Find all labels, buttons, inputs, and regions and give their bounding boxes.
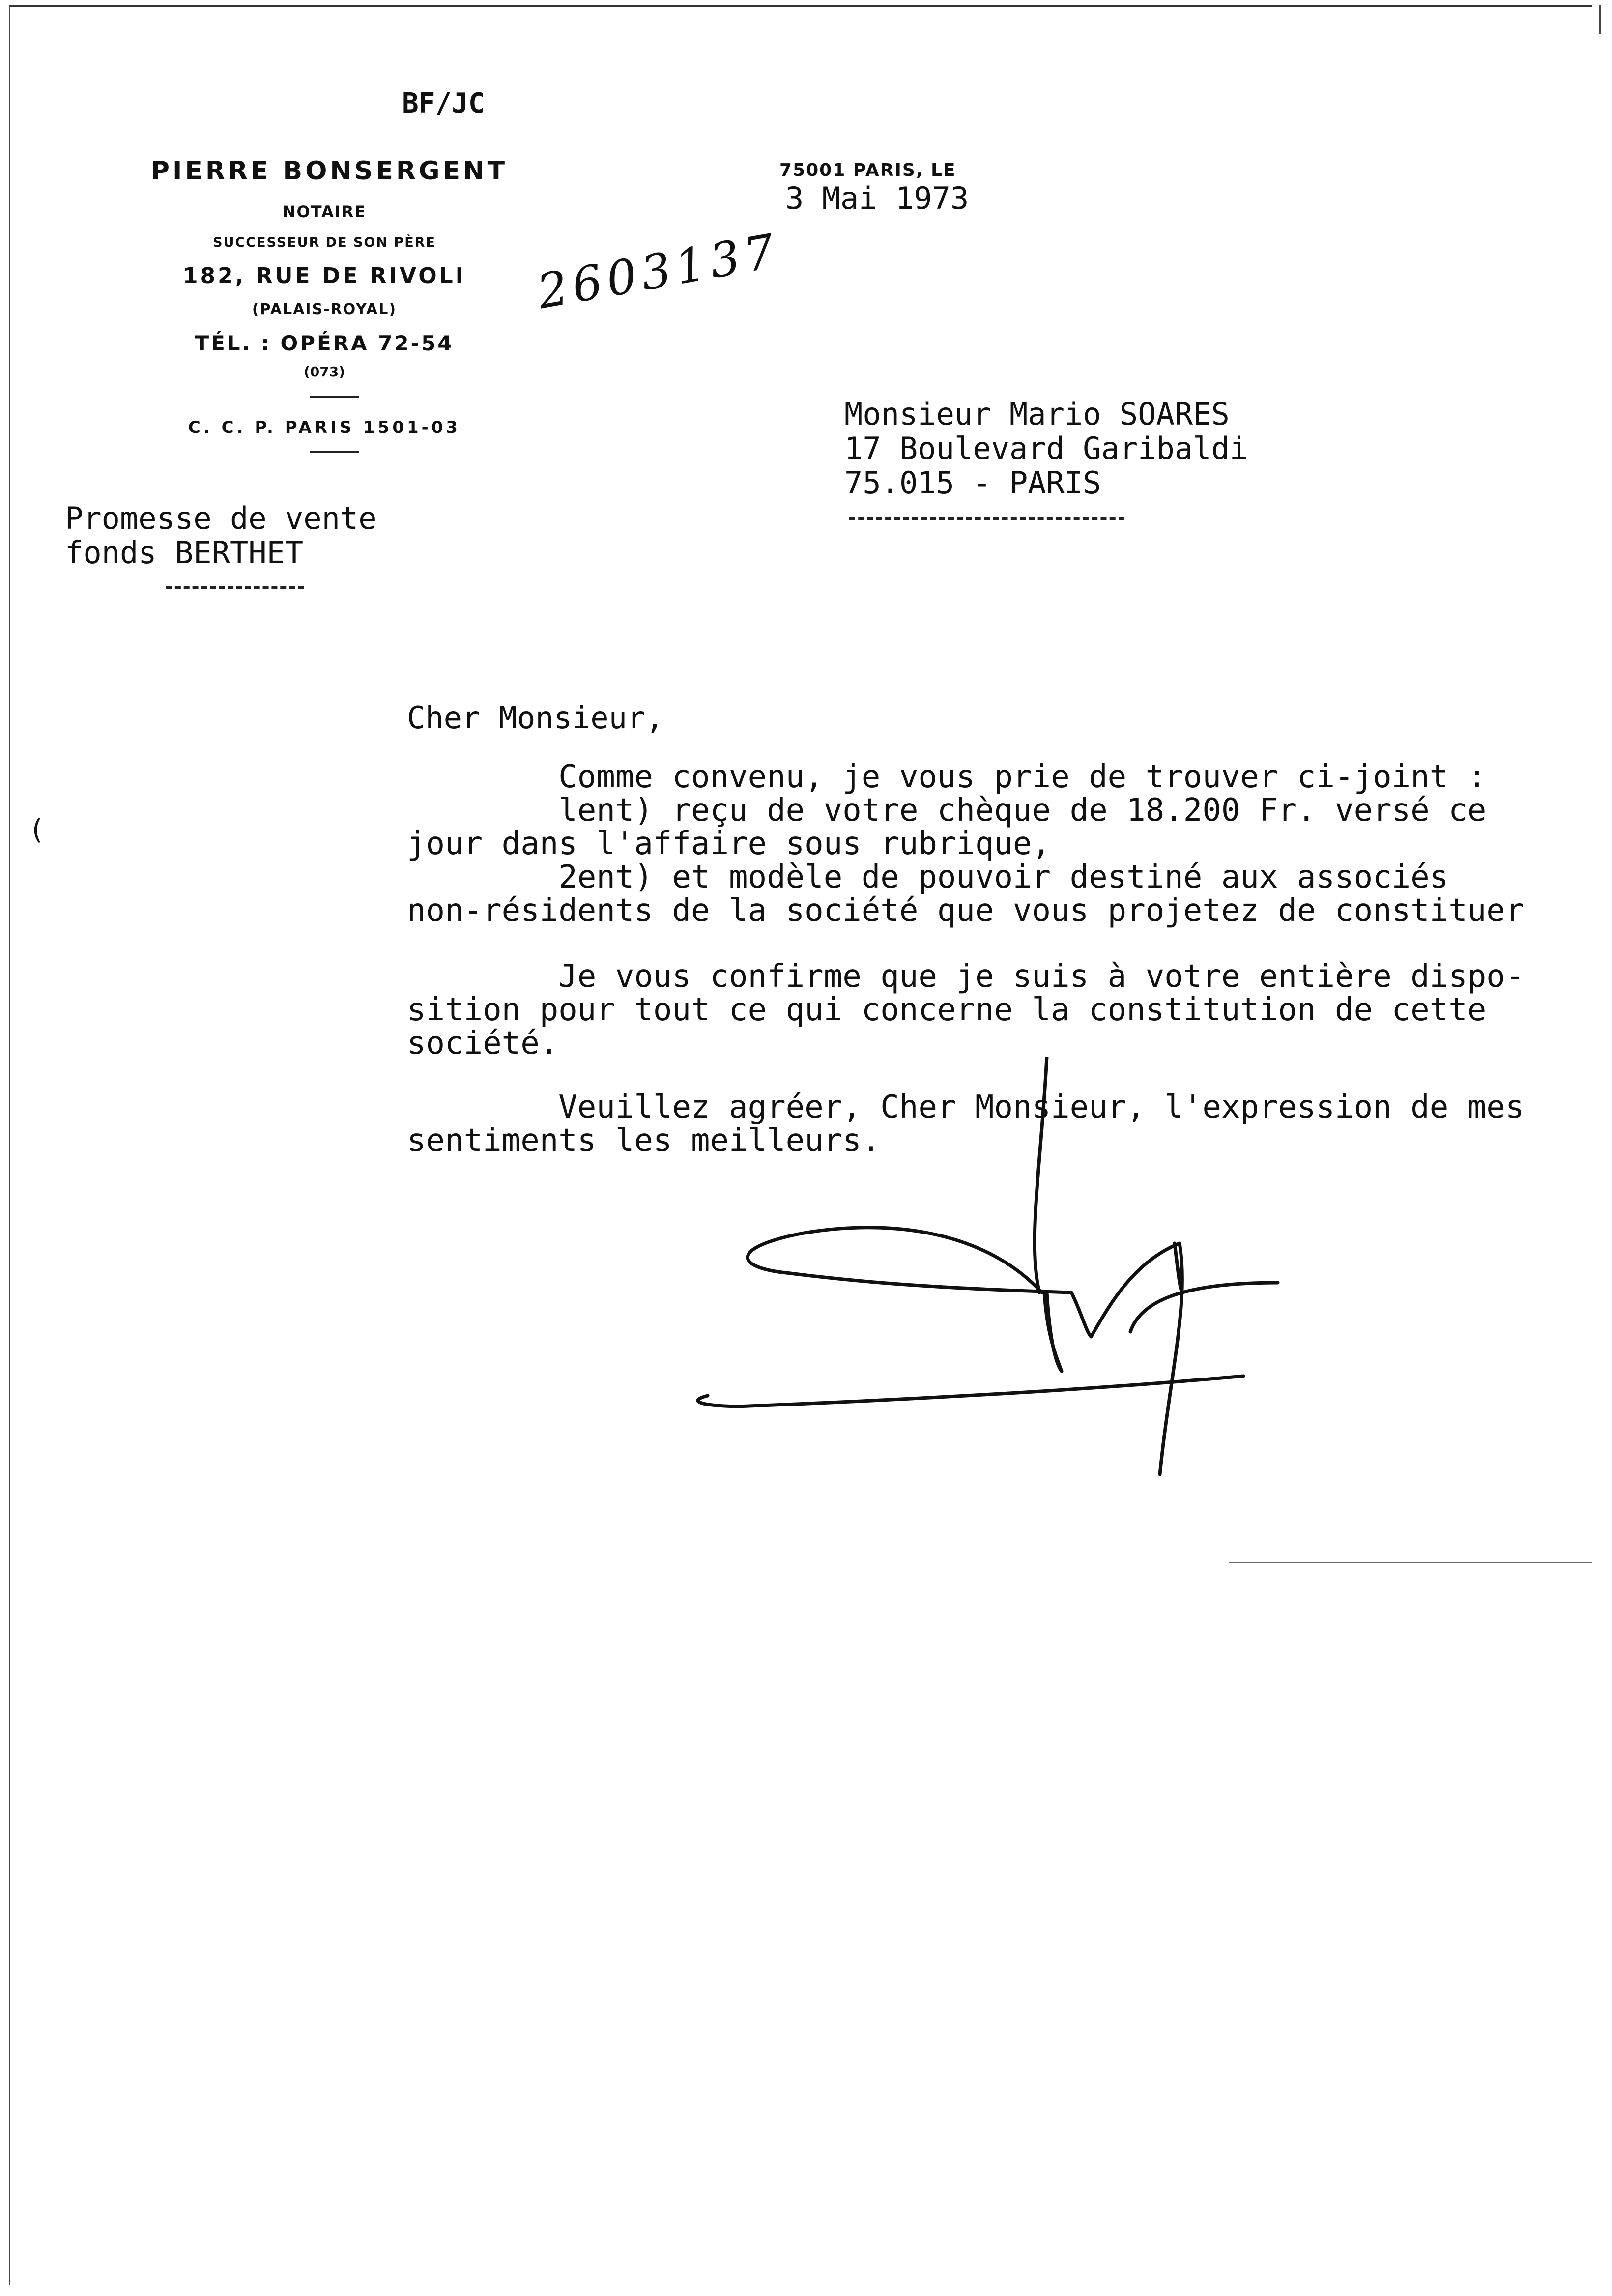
date-line [772,151,969,225]
notary-name: PIERRE BONSERGENT [150,156,508,186]
body-line: 2ent) et modèle de pouvoir destiné aux associés [407,859,1449,895]
recipient-line-2: 17 Boulevard Garibaldi [844,430,1248,466]
scan-line [1229,1562,1592,1563]
body-line: Je vous confirme que je suis à votre entière dispo- [407,958,1525,995]
letterhead-divider-2 [310,451,359,453]
notary-ccp: C. C. P. PARIS 1501-03 [188,418,461,437]
scan-right-corner [1599,5,1601,34]
notary-phone-code: (073) [303,364,345,380]
body-line: Veuillez agréer, Cher Monsieur, l'expression de mes [407,1089,1525,1125]
letterhead-divider [310,396,359,398]
reference-code: BF/JC [402,87,485,119]
handwritten-number: 2603137 [533,223,784,320]
recipient-line-3: 75.015 - PARIS [844,465,1101,501]
margin-mark: ( [29,814,45,846]
notary-title: NOTAIRE [282,202,367,221]
notary-address: 182, RUE DE RIVOLI [182,263,466,288]
notary-phone: TÉL. : OPÉRA 72-54 [195,331,454,355]
scan-left-edge [9,5,10,2285]
subject-underline [166,586,304,589]
salutation: Cher Monsieur, [407,700,664,736]
subject-line-1: Promesse de vente [65,500,377,536]
date-value: 3 Mai 1973 [785,180,969,216]
body-line: jour dans l'affaire sous rubrique, [407,826,1051,862]
notary-successor: SUCCESSEUR DE SON PÈRE [213,235,436,250]
signature-icon [639,1057,1327,1499]
body-line: Comme convenu, je vous prie de trouver ci-joint : [407,759,1487,795]
recipient-underline [849,517,1124,520]
body-line: lent) reçu de votre chèque de 18.200 Fr. versé ce [407,792,1487,829]
notary-district: (PALAIS-ROYAL) [252,301,397,318]
body-line: non-résidents de la société que vous projetez de constituer [407,892,1525,929]
body-line: sentiments les meilleurs. [407,1122,881,1159]
body-line: société. [407,1025,559,1062]
body-line: sition pour tout ce qui concerne la constitution de cette [407,992,1487,1028]
scan-top-edge [10,5,1592,7]
subject-line-2: fonds BERTHET [65,535,304,571]
recipient-line-1: Monsieur Mario SOARES [844,396,1230,432]
date-place: 75001 PARIS, LE [779,160,956,180]
